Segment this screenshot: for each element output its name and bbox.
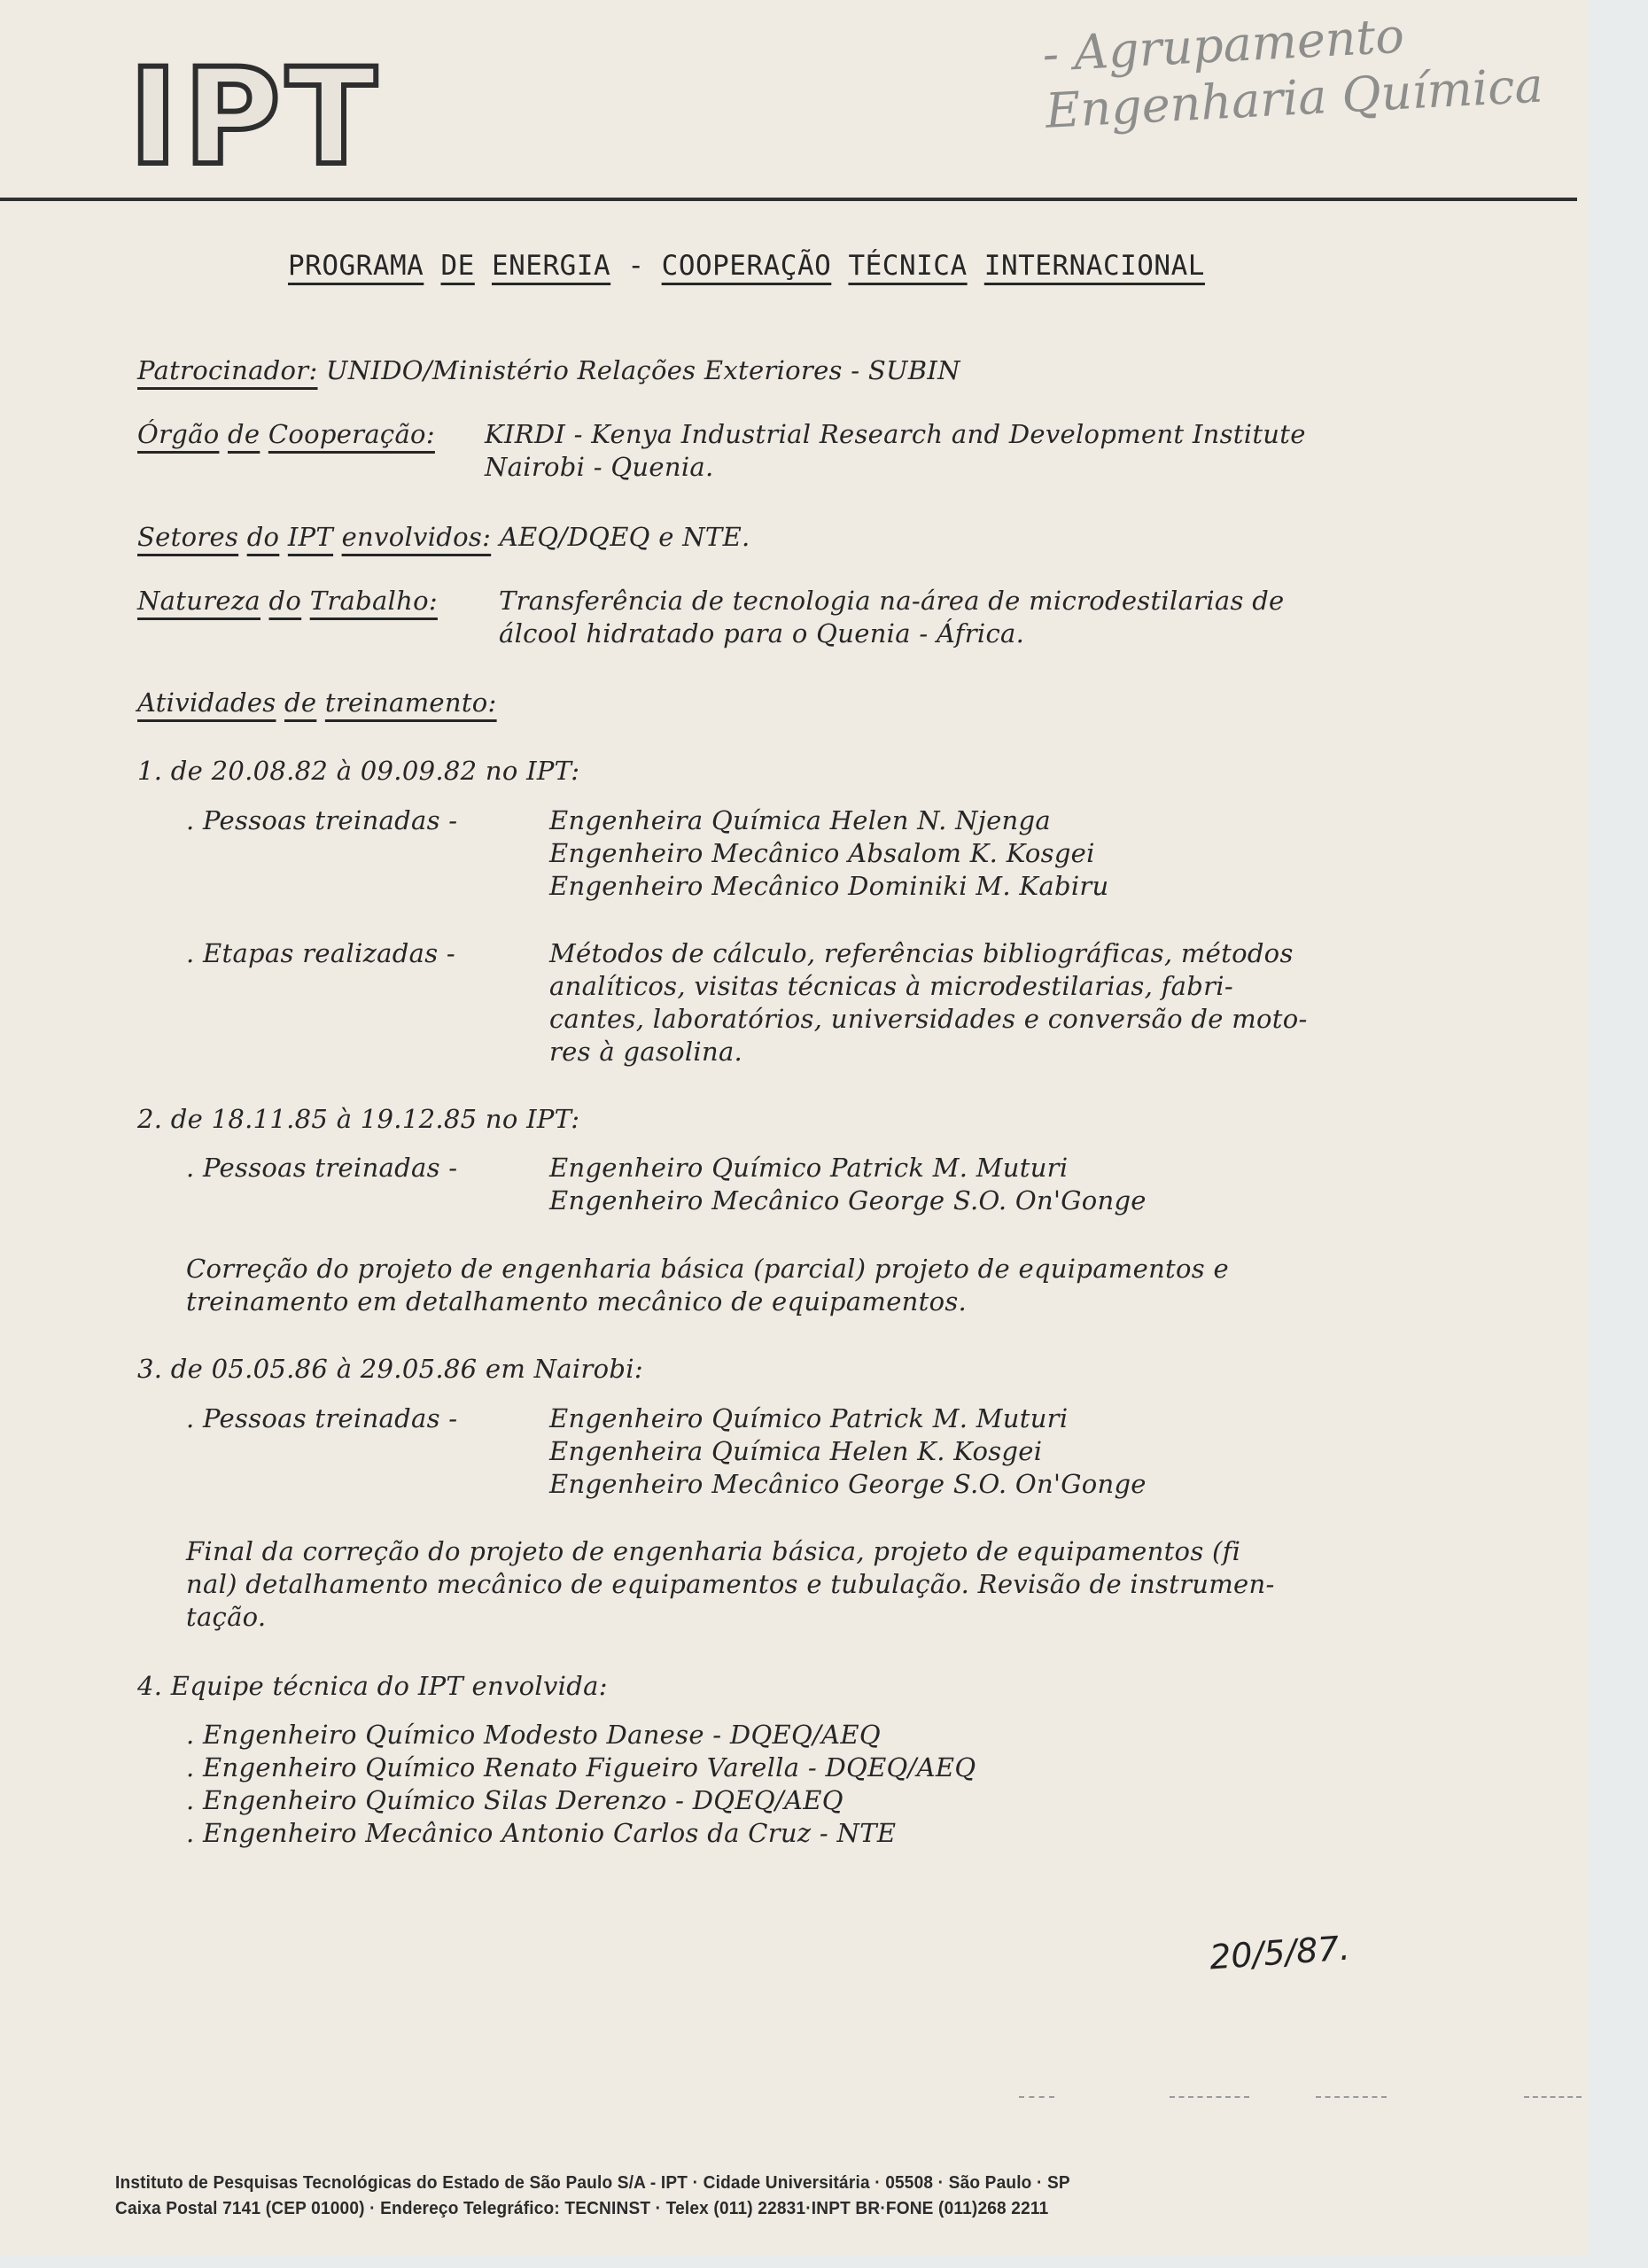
scan-artifact — [1524, 2096, 1582, 2098]
field-label: de — [284, 687, 317, 718]
person: Engenheiro Químico Patrick M. Muturi — [549, 1153, 1069, 1183]
activity-2-people — [186, 1152, 1515, 1216]
title-word: PROGRAMA — [288, 250, 424, 282]
field-value: AEQ/DQEQ e NTE. — [499, 522, 750, 552]
team-member: . Engenheiro Mecânico Antonio Carlos da Cruz - NTE — [186, 1818, 897, 1848]
handwritten-note: - Agrupamento Engenharia Química — [1041, 7, 1545, 139]
footer-contact-line: Caixa Postal 7141 (CEP 01000) · Endereço Telegráfico: TECNINST · Telex (011) 22831·INPT BR·FONE (011)268 2211 — [115, 2198, 1049, 2218]
field-label: Setores — [137, 522, 239, 552]
title-word: TÉCNICA — [848, 250, 968, 282]
footer-address-line: Instituto de Pesquisas Tecnológicas do Estado de São Paulo S/A - IPT · Cidade Universitária · 05508 · São Paulo · SP — [115, 2172, 1070, 2193]
person: Engenheiro Mecânico Absalom K. Kosgei — [549, 838, 1095, 868]
field-label: Natureza — [137, 586, 260, 616]
person: Engenheiro Mecânico George S.O. On'Gonge — [549, 1185, 1147, 1216]
activity-1-steps — [186, 937, 1515, 1067]
activity-3-heading: 3. de 05.05.86 à 29.05.86 em Nairobi: — [137, 1354, 643, 1384]
field-natureza — [137, 585, 1520, 649]
team-list — [186, 1719, 976, 1850]
field-setores — [137, 521, 750, 554]
field-label: treinamento: — [324, 687, 497, 718]
handwritten-date: 20/5/87. — [1208, 1928, 1351, 1977]
team-member: . Engenheiro Químico Renato Figueiro Varella - DQEQ/AEQ — [186, 1752, 976, 1783]
description-line: Correção do projeto de engenharia básica (parcial) projeto de equipamentos e — [186, 1254, 1229, 1284]
team-member: . Engenheiro Químico Modesto Danese - DQEQ/AEQ — [186, 1720, 881, 1750]
person: Engenheira Química Helen N. Njenga — [549, 805, 1051, 835]
scan-artifact — [1316, 2096, 1387, 2098]
person: Engenheiro Químico Patrick M. Muturi — [549, 1403, 1069, 1433]
activity-2-heading: 2. de 18.11.85 à 19.12.85 no IPT: — [137, 1104, 580, 1134]
person: Engenheiro Mecânico George S.O. On'Gonge — [549, 1469, 1147, 1499]
title-word: ENERGIA — [491, 250, 611, 282]
activity-2-description — [186, 1253, 1229, 1318]
field-label: de — [227, 419, 260, 449]
steps-line: analíticos, visitas técnicas à microdestilarias, fabri- — [549, 971, 1233, 1001]
description-line: nal) detalhamento mecânico de equipamentos e tubulação. Revisão de instrumen- — [186, 1569, 1275, 1599]
people-label: . Pessoas treinadas - — [186, 1403, 458, 1433]
steps-line: res à gasolina. — [549, 1037, 743, 1067]
field-label: do — [268, 586, 302, 616]
document-title — [288, 250, 1205, 282]
field-patrocinador — [137, 354, 960, 387]
field-label: envolvidos: — [341, 522, 492, 552]
field-value-line: Nairobi - Quenia. — [485, 452, 714, 482]
title-word: INTERNACIONAL — [983, 250, 1205, 282]
field-value: UNIDO/Ministério Relações Exteriores - SUBIN — [326, 355, 960, 385]
field-label: Órgão — [137, 419, 220, 449]
field-label: IPT — [287, 522, 334, 552]
field-label: do — [246, 522, 280, 552]
field-label: Atividades — [137, 687, 276, 718]
activity-3-people — [186, 1402, 1515, 1499]
team-member: . Engenheiro Químico Silas Derenzo - DQEQ/AEQ — [186, 1785, 843, 1815]
field-value-line: KIRDI - Kenya Industrial Research and Development Institute — [485, 419, 1306, 449]
field-value-line: Transferência de tecnologia na-área de microdestilarias de — [499, 586, 1285, 616]
activity-1-people — [186, 804, 1515, 901]
activity-3-description — [186, 1535, 1275, 1634]
title-word: COOPERAÇÃO — [661, 250, 832, 282]
field-orgao — [137, 418, 1520, 482]
field-label: Patrocinador: — [137, 355, 318, 385]
scan-artifact — [1019, 2096, 1054, 2098]
field-value-line: álcool hidratado para o Quenia - África. — [499, 618, 1025, 649]
field-label: Cooperação: — [268, 419, 435, 449]
steps-line: cantes, laboratórios, universidades e conversão de moto- — [549, 1004, 1308, 1034]
activity-1-heading: 1. de 20.08.82 à 09.09.82 no IPT: — [137, 756, 580, 786]
steps-line: Métodos de cálculo, referências bibliográficas, métodos — [549, 938, 1294, 968]
title-word: DE — [440, 250, 475, 282]
person: Engenheira Química Helen K. Kosgei — [549, 1436, 1043, 1466]
person: Engenheiro Mecânico Dominiki M. Kabiru — [549, 871, 1109, 901]
section-heading-atividades — [137, 687, 497, 719]
ipt-logo: IPT — [128, 41, 383, 195]
field-label: Trabalho: — [309, 586, 438, 616]
description-line: Final da correção do projeto de engenharia básica, projeto de equipamentos (fi — [186, 1536, 1241, 1566]
steps-label: . Etapas realizadas - — [186, 938, 455, 968]
people-label: . Pessoas treinadas - — [186, 1153, 458, 1183]
people-label: . Pessoas treinadas - — [186, 805, 458, 835]
description-line: tação. — [186, 1602, 267, 1632]
scan-artifact — [1170, 2096, 1249, 2098]
description-line: treinamento em detalhamento mecânico de equipamentos. — [186, 1286, 968, 1317]
activity-4-heading: 4. Equipe técnica do IPT envolvida: — [137, 1671, 608, 1701]
title-separator: - — [627, 250, 645, 282]
header-rule — [0, 198, 1577, 201]
